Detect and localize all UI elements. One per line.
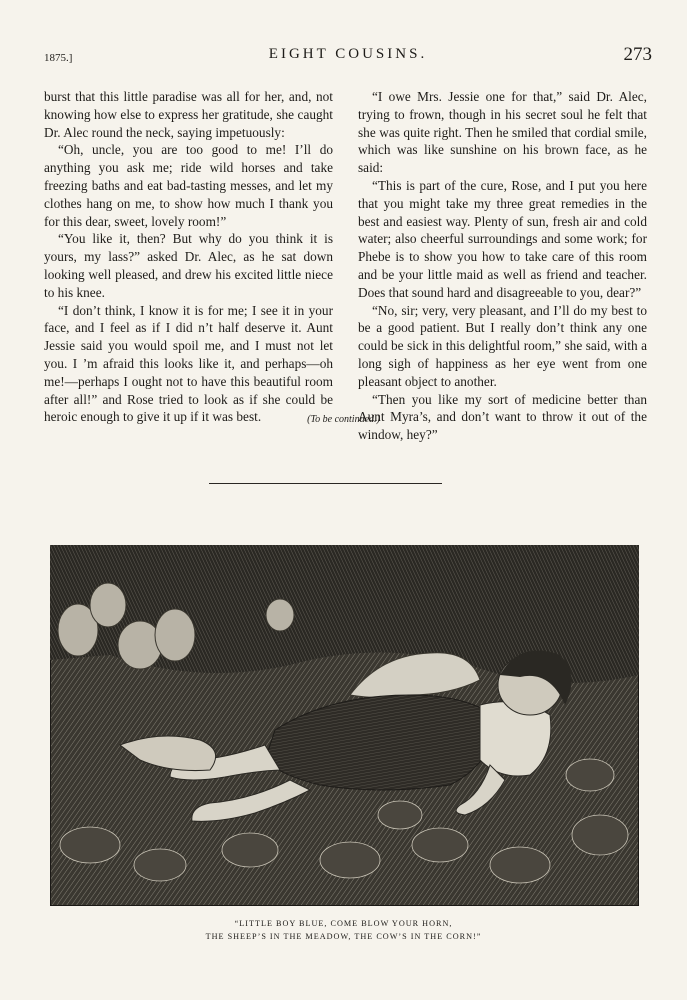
- section-divider: [209, 483, 442, 484]
- paragraph: “Oh, uncle, you are too good to me! I’ll do anything you ask me; ride wild horses and take freezing baths and eat bad-tasting messes, and let my clothes hang on me, to show how much I thank you for this dear, sweet, lovely room!”: [44, 142, 333, 229]
- page-number: 273: [623, 44, 652, 65]
- header-title: EIGHT COUSINS.: [268, 46, 428, 62]
- running-header: [44, 46, 652, 66]
- right-column: [358, 88, 647, 444]
- paragraph: “This is part of the cure, Rose, and I put you here that you might take my three great remedies in the best and easiest way. Plenty of sun, fresh air and cold water; also cheerful surroundings and some work; for Phebe is to show you how to take care of this room and be your little maid as well as friend and teacher. Does that sound hard and disagreeable to you, dear?”: [358, 177, 647, 300]
- caption-line: THE SHEEP’S IN THE MEADOW, THE COW’S IN THE CORN!”: [205, 932, 482, 941]
- left-column: [44, 88, 333, 426]
- paragraph: burst that this little paradise was all for her, and, not knowing how else to express her gratitude, she caught Dr. Alec round the neck, saying impetuously:: [44, 89, 333, 140]
- caption-line: “LITTLE BOY BLUE, COME BLOW YOUR HORN,: [234, 919, 453, 928]
- sleeping-boy-engraving-icon: [50, 545, 639, 906]
- paragraph: “You like it, then? But why do you think it is yours, my lass?” asked Dr. Alec, as he sat down looking well pleased, and drew his excited little niece to his knee.: [44, 231, 333, 300]
- paragraph: “No, sir; very, very pleasant, and I’ll do my best to be a good patient. But I really don’t think any one could be sick in this delightful room,” she said, with a long sigh of happiness as her eye went from one pleasant object to another.: [358, 302, 647, 389]
- to-be-continued-note: (To be continued.): [307, 414, 380, 425]
- illustration-caption: [0, 917, 687, 943]
- header-year: 1875.]: [44, 52, 73, 64]
- paragraph: “I owe Mrs. Jessie one for that,” said Dr. Alec, trying to frown, though in his secret soul he felt that she was quite right. Then he smiled that cordial smile, which was like sunshine on his brown face, as he said:: [358, 89, 647, 176]
- paragraph: “I don’t think, I know it is for me; I see it in your face, and I feel as if I did n’t half deserve it. Aunt Jessie said you would spoil me, and I must not let you. I ’m afraid this looks like it, and perhaps—oh me!—perhaps I ought not to have this beautiful room after all!” and Rose tried to look as if she could be heroic enough to give it up if it was best.: [44, 302, 333, 425]
- paragraph: “Then you like my sort of medicine better than Aunt Myra’s, and don’t want to throw it out of the window, hey?”: [358, 391, 647, 443]
